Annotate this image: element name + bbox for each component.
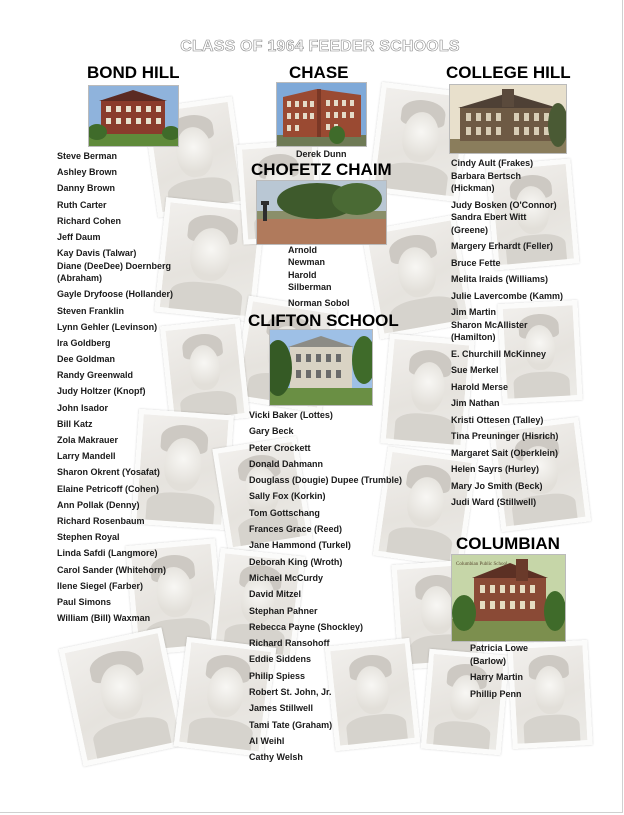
student-name: Harold Merse	[451, 381, 509, 392]
student-name: Richard Ransohoff	[249, 638, 330, 649]
background-portrait	[160, 318, 250, 426]
student-name: Julie Lavercombe (Kamm)	[451, 290, 564, 301]
student-name: Ruth Carter	[57, 199, 107, 210]
school-heading-college-hill: COLLEGE HILL	[446, 63, 571, 82]
student-name: Douglass (Dougie) Dupee (Trumble)	[249, 475, 403, 486]
student-name: Kay Davis (Talwar)	[57, 248, 137, 259]
student-name: Tami Tate (Graham)	[249, 719, 333, 730]
student-name: Rebecca Payne (Shockley)	[249, 621, 364, 632]
school-heading-chase: CHASE	[289, 63, 349, 82]
student-name: Dee Goldman	[57, 354, 116, 365]
student-name: Sharon McAllister	[451, 319, 528, 330]
name-list-college-hill	[451, 158, 563, 514]
student-name: Cindy Ault (Frakes)	[451, 158, 534, 168]
svg-text:Columbian Public School: Columbian Public School	[456, 562, 508, 567]
school-heading-columbian: COLUMBIAN	[456, 534, 560, 553]
school-photo-chofetz-chaim	[256, 180, 387, 245]
student-name: Peter Crockett	[249, 442, 311, 453]
student-name: William (Bill) Waxman	[57, 613, 151, 624]
student-name: John Isador	[57, 402, 109, 413]
student-name: David Mitzel	[249, 589, 302, 600]
student-name: Ann Pollak (Denny)	[57, 499, 140, 510]
name-list-chofetz-chaim	[288, 245, 350, 311]
student-name: E. Churchill McKinney	[451, 348, 547, 359]
student-name: Harry Martin	[470, 672, 524, 682]
school-photo-college-hill	[449, 84, 567, 154]
student-name: Stephan Pahner	[249, 605, 318, 616]
student-name: Judy Holtzer (Knopf)	[57, 386, 146, 397]
student-name: Sally Fox (Korkin)	[249, 491, 326, 502]
student-name: Kristi Ottesen (Talley)	[451, 414, 544, 425]
school-photo-chase	[276, 82, 367, 147]
school-photo-bond-hill	[88, 85, 179, 147]
student-name: Carol Sander (Whitehorn)	[57, 564, 167, 575]
student-name: Philip Spiess	[249, 670, 306, 681]
student-name: Eddie Siddens	[249, 654, 312, 665]
student-name: Deborah King (Wroth)	[249, 556, 343, 567]
student-name: Ira Goldberg	[57, 337, 111, 348]
student-name: Zola Makrauer	[57, 435, 119, 445]
student-name: Derek Dunn	[296, 149, 347, 159]
name-list-bond-hill	[57, 151, 173, 629]
student-name: Barbara Bertsch	[451, 170, 522, 181]
student-name: Norman Sobol	[288, 298, 350, 309]
student-name: Robert St. John, Jr.	[249, 687, 332, 698]
student-name: James Stillwell	[249, 703, 314, 714]
student-name: Silberman	[288, 281, 332, 292]
student-name: Stephen Royal	[57, 532, 120, 543]
student-name: Jim Martin	[451, 307, 497, 317]
student-name: Jim Nathan	[451, 398, 500, 408]
student-name: (Hickman)	[451, 183, 495, 193]
student-name: Arnold	[288, 245, 317, 255]
school-photo-clifton	[269, 329, 373, 406]
student-name: (Abraham)	[57, 273, 103, 284]
student-name: Helen Sayrs (Hurley)	[451, 464, 540, 474]
student-name: Phillip Penn	[470, 688, 522, 699]
student-name: Bill Katz	[57, 418, 93, 429]
student-name: Cathy Welsh	[249, 752, 303, 763]
student-name: Elaine Petricoff (Cohen)	[57, 483, 160, 494]
student-name: Paul Simons	[57, 596, 112, 607]
student-name: Tom Gottschang	[249, 507, 320, 518]
student-name: Ashley Brown	[57, 167, 118, 178]
student-name: Al Weihl	[249, 735, 285, 746]
student-name: Richard Rosenbaum	[57, 515, 145, 526]
student-name: (Barlow)	[470, 655, 506, 666]
student-name: Sandra Ebert Witt	[451, 212, 527, 222]
student-name: Richard Cohen	[57, 215, 122, 226]
student-name: Harold	[288, 269, 317, 280]
student-name: Margery Erhardt (Feller)	[451, 241, 554, 251]
student-name: Sue Merkel	[451, 365, 499, 375]
student-name: Steve Berman	[57, 151, 118, 161]
student-name: Larry Mandell	[57, 451, 116, 462]
school-heading-chofetz-chaim: CHOFETZ CHAIM	[251, 160, 392, 179]
student-name: Linda Safdi (Langmore)	[57, 548, 158, 559]
student-name: Randy Greenwald	[57, 370, 134, 381]
student-name: Melita Iraids (Williams)	[451, 274, 548, 284]
student-name: (Hamilton)	[451, 332, 496, 342]
name-list-columbian	[470, 643, 528, 705]
school-photo-columbian	[451, 554, 566, 642]
student-name: Jane Hammond (Turkel)	[249, 540, 351, 551]
student-name: Bruce Fette	[451, 257, 501, 268]
student-name: Gary Beck	[249, 426, 294, 437]
student-name: Newman	[288, 257, 326, 268]
student-name: Donald Dahmann	[249, 458, 324, 469]
school-heading-bond-hill: BOND HILL	[87, 63, 180, 82]
student-name: Michael McCurdy	[249, 572, 324, 583]
student-name: (Greene)	[451, 224, 489, 235]
student-name: Mary Jo Smith (Beck)	[451, 480, 543, 491]
student-name: Steven Franklin	[57, 305, 125, 316]
student-name: Jeff Daum	[57, 231, 101, 242]
student-name: Gayle Dryfoose (Hollander)	[57, 289, 174, 300]
student-name: Vicki Baker (Lottes)	[249, 410, 333, 420]
student-name: Judy Bosken (O'Connor)	[451, 199, 557, 210]
student-name: Lynn Gehler (Levinson)	[57, 321, 158, 332]
page-title: CLASS OF 1964 FEEDER SCHOOLS	[180, 38, 460, 55]
student-name: Frances Grace (Reed)	[249, 524, 343, 535]
school-heading-clifton-school: CLIFTON SCHOOL	[248, 311, 399, 330]
student-name: Ilene Siegel (Farber)	[57, 580, 144, 591]
student-name: Judi Ward (Stillwell)	[451, 497, 537, 507]
name-list-clifton	[249, 410, 402, 769]
student-name: Margaret Sait (Oberklein)	[451, 447, 559, 458]
student-name: Tina Preuninger (Hisrich)	[451, 431, 559, 441]
student-name: Danny Brown	[57, 183, 116, 194]
student-name: Diane (DeeDee) Doernberg	[57, 260, 172, 271]
student-name: Patricia Lowe	[470, 643, 529, 653]
student-name: Sharon Okrent (Yosafat)	[57, 467, 160, 478]
